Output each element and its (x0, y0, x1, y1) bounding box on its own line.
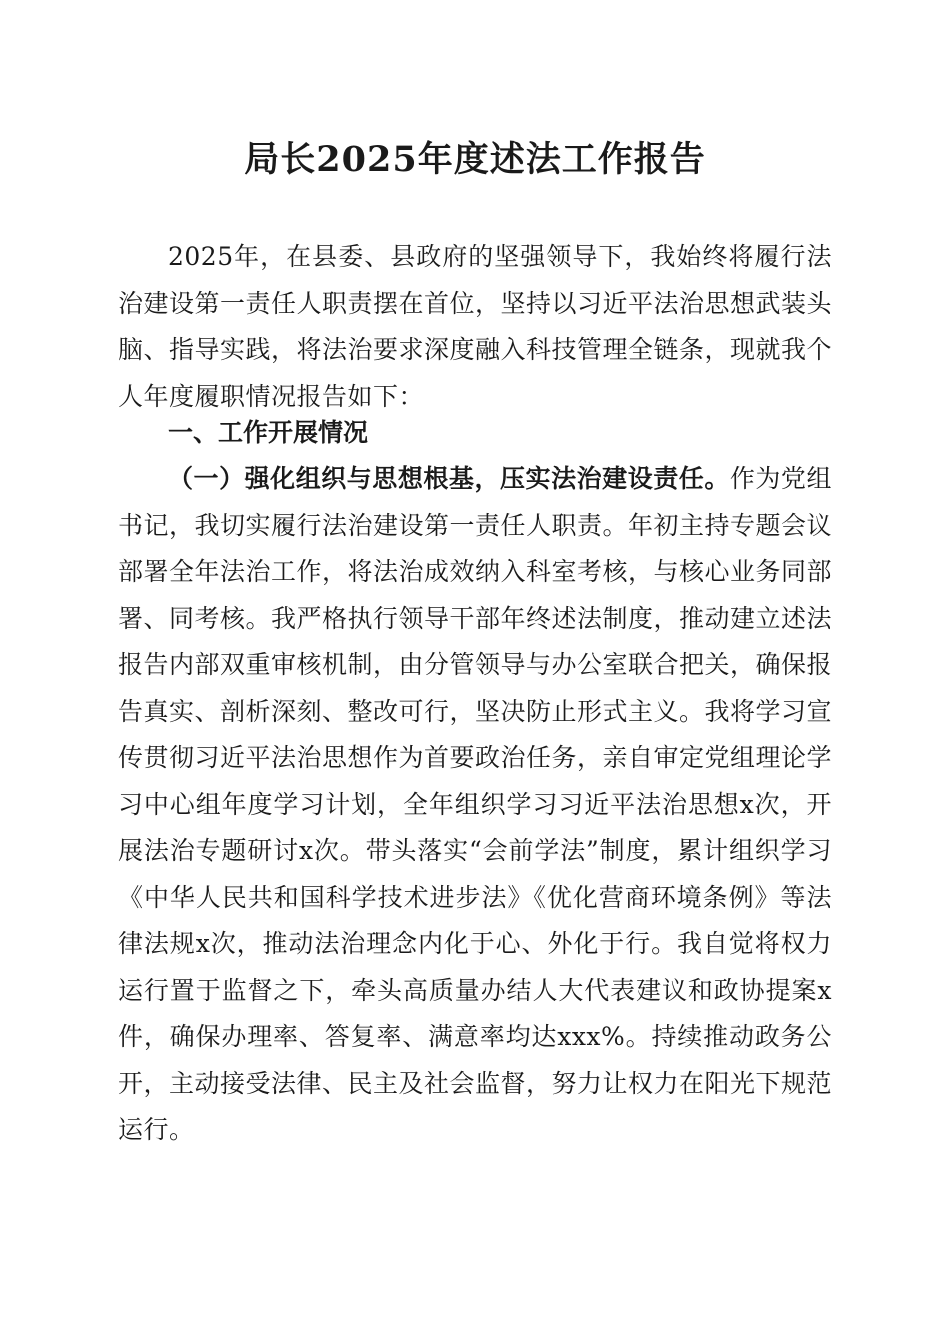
section-1-paragraph (118, 456, 832, 1154)
section-heading-1: 一、工作开展情况 (168, 418, 369, 447)
intro-paragraph: 2025年，在县委、县政府的坚强领导下，我始终将履行法治建设第一责任人职责摆在首位，坚持以习近平法治思想武装头脑、指导实践，将法治要求深度融入科技管理全链条，现就我个人年度履职情况报告如下： (118, 242, 833, 411)
section-1-lead: （一）强化组织与思想根基，压实法治建设责任。 (168, 464, 730, 493)
document-title: 局长2025年度述法工作报告 (244, 139, 706, 180)
section-1-body: 作为党组书记，我切实履行法治建设第一责任人职责。年初主持专题会议部署全年法治工作，将法治成效纳入科室考核，与核心业务同部署、同考核。我严格执行领导干部年终述法制度，推动建立述法报告内部双重审核机制，由分管领导与办公室联合把关，确保报告真实、剖析深刻、整改可行，坚决防止形式主义。我将学习宣传贯彻习近平法治思想作为首要政治任务，亲自审定党组理论学习中心组年度学习计划，全年组织学习习近平法治思想x次，开展法治专题研讨x次。带头落实“会前学法”制度，累计组织学习《中华人民共和国科学技术进步法》《优化营商环境条例》等法律法规x次，推动法治理念内化于心、外化于行。我自觉将权力运行置于监督之下，牵头高质量办结人大代表建议和政协提案x件，确保办理率、答复率、满意率均达xxx%。持续推动政务公开，主动接受法律、民主及社会监督，努力让权力在阳光下规范运行。 (118, 464, 833, 1144)
